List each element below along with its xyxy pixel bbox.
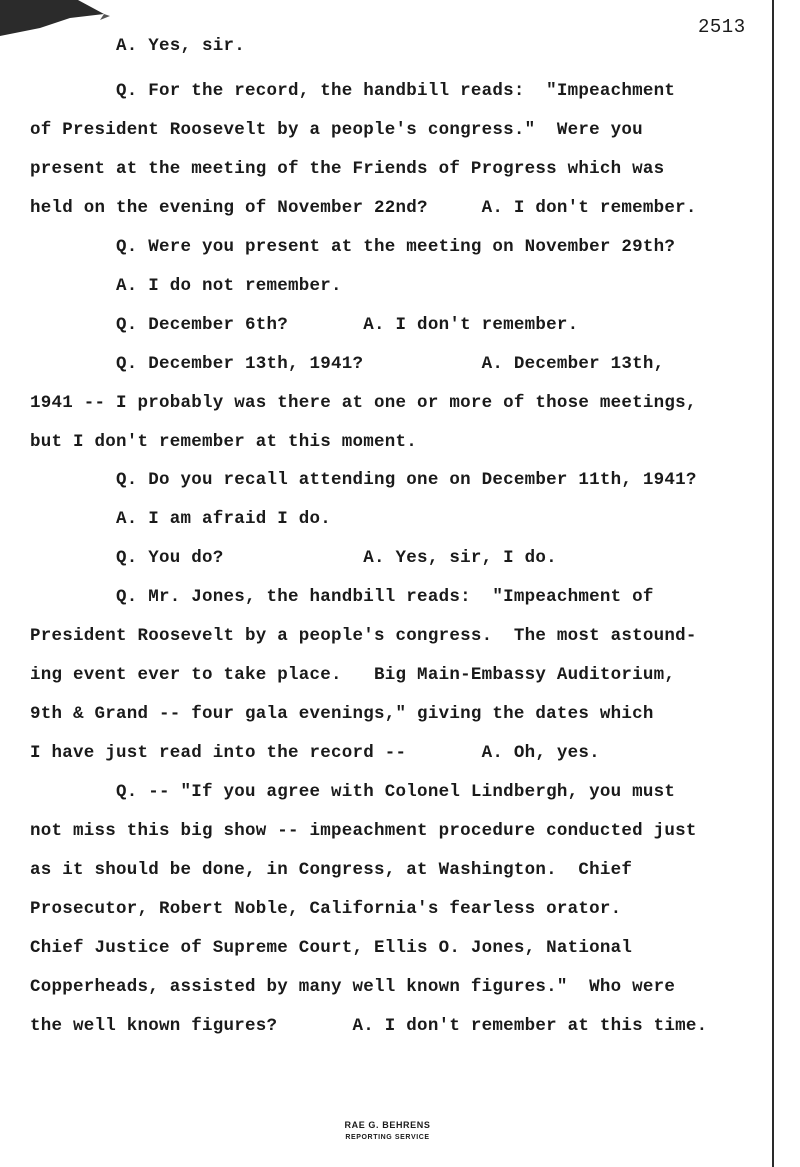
transcript-line: Q. Mr. Jones, the handbill reads: "Impeachment of <box>30 587 654 607</box>
transcript-line: present at the meeting of the Friends of Progress which was <box>30 159 665 179</box>
transcript-line: held on the evening of November 22nd? A. I don't remember. <box>30 198 697 218</box>
corner-smudge <box>0 0 110 36</box>
transcript-line: A. I am afraid I do. <box>30 509 332 529</box>
transcript-line: Q. Were you present at the meeting on November 29th? <box>30 237 676 257</box>
right-margin-rule <box>772 0 774 1167</box>
transcript-line: Q. Do you recall attending one on December 11th, 1941? <box>30 470 697 490</box>
transcript-line: Q. For the record, the handbill reads: "Impeachment <box>30 81 676 101</box>
transcript-line: ing event ever to take place. Big Main-Embassy Auditorium, <box>30 665 676 685</box>
transcript-line: 1941 -- I probably was there at one or more of those meetings, <box>30 393 697 413</box>
transcript-line: Q. December 6th? A. I don't remember. <box>30 315 579 335</box>
transcript-line: of President Roosevelt by a people's congress." Were you <box>30 120 643 140</box>
reporter-subtitle: REPORTING SERVICE <box>345 1134 430 1141</box>
transcript-line: President Roosevelt by a people's congress. The most astound- <box>30 626 697 646</box>
transcript-line: A. I do not remember. <box>30 276 342 296</box>
transcript-line: Copperheads, assisted by many well known figures." Who were <box>30 977 676 997</box>
reporter-name: RAE G. BEHRENS <box>344 1120 431 1130</box>
transcript-line: the well known figures? A. I don't remember at this time. <box>30 1016 708 1036</box>
transcript-line: I have just read into the record -- A. Oh, yes. <box>30 743 600 763</box>
page-number: 2513 <box>698 16 746 38</box>
transcript-line: Prosecutor, Robert Noble, California's fearless orator. <box>30 899 622 919</box>
transcript-line: Q. -- "If you agree with Colonel Lindbergh, you must <box>30 782 676 802</box>
transcript-line: as it should be done, in Congress, at Washington. Chief <box>30 860 633 880</box>
transcript-line: not miss this big show -- impeachment procedure conducted just <box>30 821 697 841</box>
transcript-line: 9th & Grand -- four gala evenings," giving the dates which <box>30 704 654 724</box>
transcript-line: but I don't remember at this moment. <box>30 432 418 452</box>
transcript-line: Q. December 13th, 1941? A. December 13th, <box>30 354 665 374</box>
transcript-line: Chief Justice of Supreme Court, Ellis O. Jones, National <box>30 938 633 958</box>
transcript-line: Q. You do? A. Yes, sir, I do. <box>30 548 557 568</box>
transcript-line: A. Yes, sir. <box>30 36 246 56</box>
